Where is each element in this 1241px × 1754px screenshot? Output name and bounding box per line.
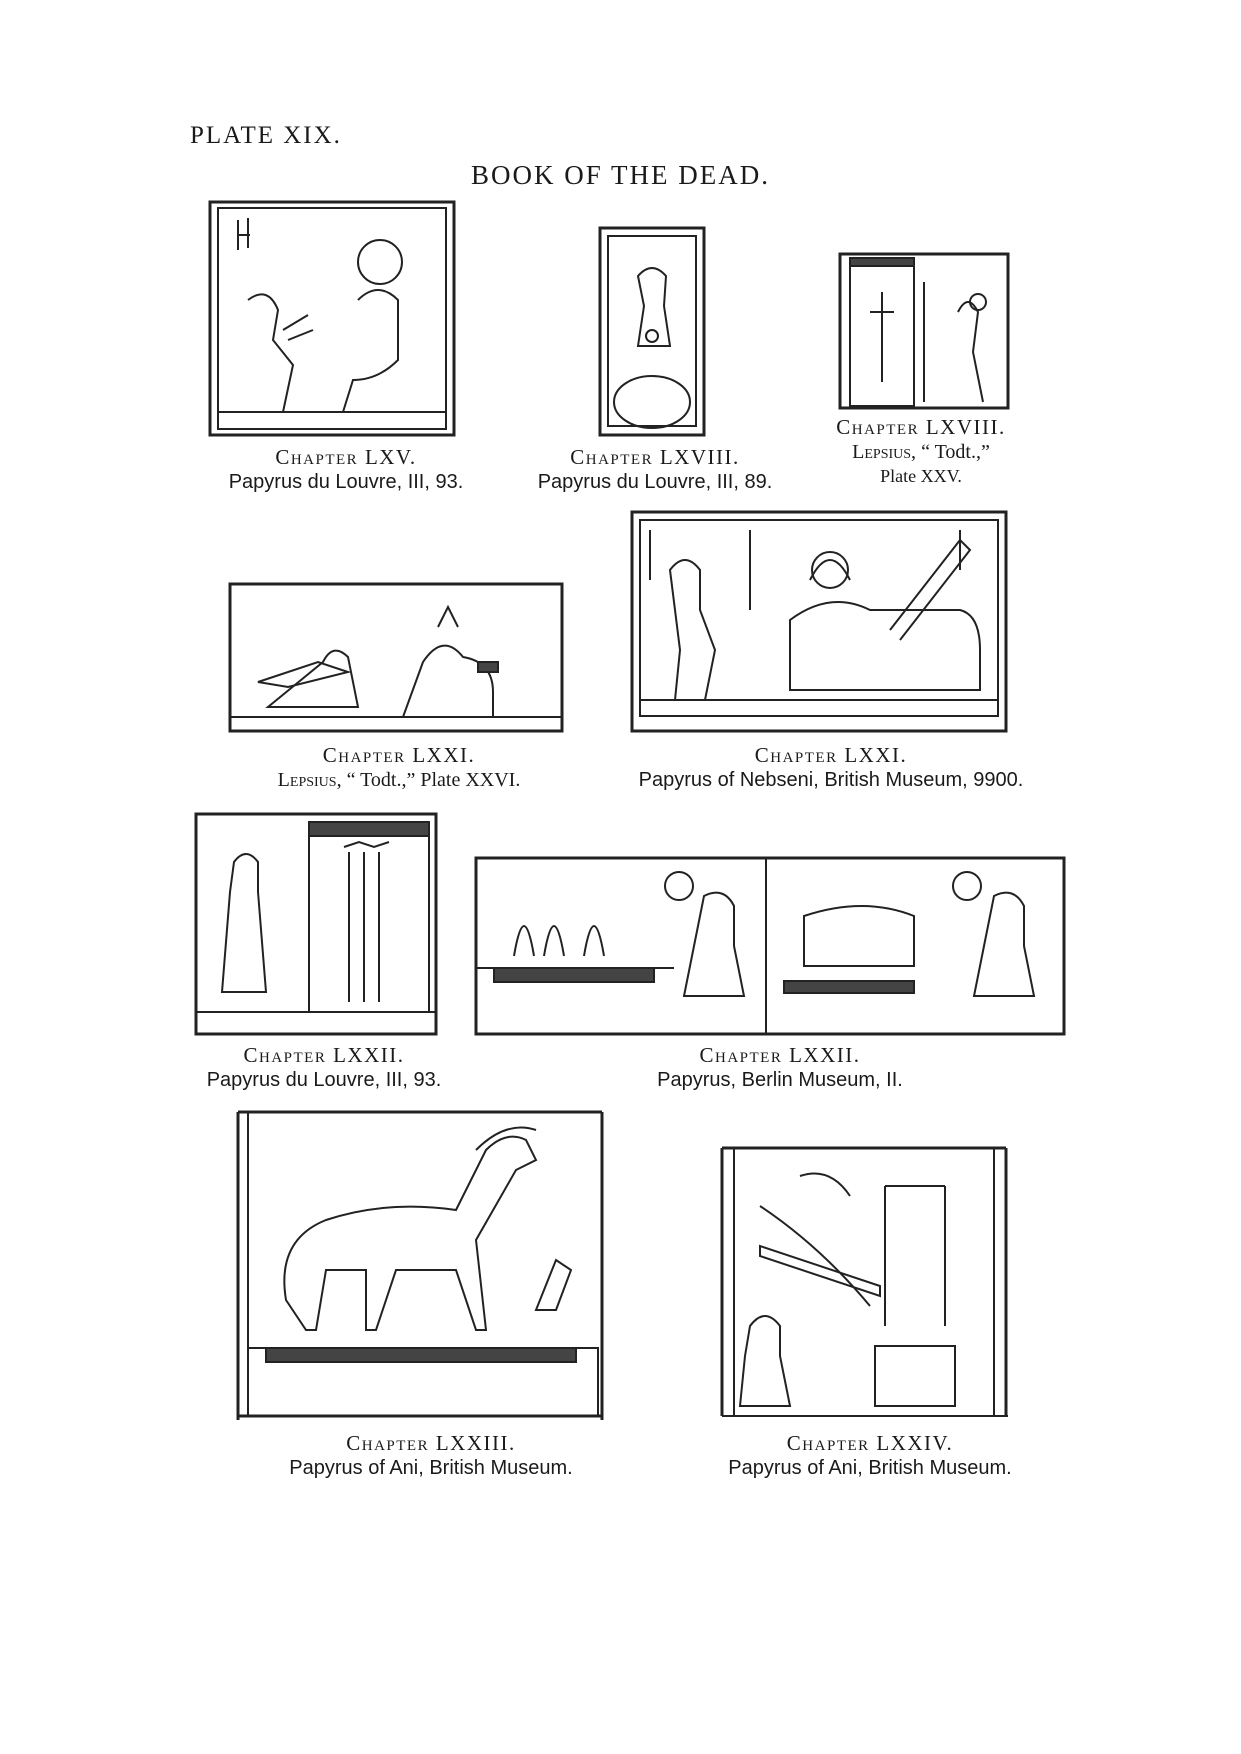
caption-source-author: Lepsius,: [852, 441, 917, 464]
caption-chapter-lxxiii: [236, 1430, 626, 1481]
caption-source: Papyrus du Louvre, III, 93.: [228, 471, 464, 494]
caption-source: [812, 440, 1030, 465]
caption-chapter-lxviii-lepsius: [812, 414, 1030, 488]
figure-chapter-lxxi-nebseni-illustration: [630, 510, 1008, 733]
caption-chapter-title: Chapter LXVIII.: [570, 445, 740, 469]
caption-chapter-lxxii-louvre: [180, 1042, 468, 1093]
plate-label: PLATE XIX.: [190, 122, 342, 149]
caption-source: Papyrus of Ani, British Museum.: [289, 1457, 573, 1480]
figure-chapter-lxxi-lepsius-illustration: [228, 582, 564, 733]
figure-chapter-lxviii-illustration: [598, 226, 706, 437]
caption-chapter-title: Chapter LXXII.: [699, 1043, 861, 1067]
caption-chapter-lxxi-nebseni: [596, 742, 1066, 793]
figure-chapter-lxxiv-illustration: [720, 1146, 1010, 1422]
caption-chapter-lxviii: [510, 444, 800, 495]
caption-source-work: “ Todt.,”: [921, 441, 990, 464]
page-title: BOOK OF THE DEAD.: [470, 160, 770, 190]
caption-chapter-lxxii-berlin: [600, 1042, 960, 1093]
figure-chapter-lxxii-louvre-illustration: [194, 812, 438, 1036]
caption-source: Papyrus of Nebseni, British Museum, 9900.: [638, 769, 1024, 792]
caption-source: Papyrus of Ani, British Museum.: [728, 1457, 1012, 1480]
caption-source-author: Lepsius,: [277, 769, 342, 792]
caption-chapter-title: Chapter LXVIII.: [836, 415, 1006, 439]
figure-chapter-lxv-illustration: [208, 200, 456, 437]
figure-chapter-lxxiii-illustration: [236, 1110, 604, 1422]
caption-chapter-title: Chapter LXXIV.: [786, 1431, 954, 1455]
caption-chapter-lxxiv: [680, 1430, 1060, 1481]
caption-chapter-title: Chapter LXXIII.: [346, 1431, 516, 1455]
caption-source: Papyrus du Louvre, III, 93.: [206, 1069, 442, 1092]
figure-chapter-lxxii-berlin-illustration: [474, 856, 1066, 1036]
caption-chapter-title: Chapter LXV.: [275, 445, 417, 469]
caption-source: Papyrus, Berlin Museum, II.: [657, 1069, 903, 1092]
caption-chapter-title: Chapter LXXII.: [243, 1043, 405, 1067]
caption-chapter-lxv: [208, 444, 484, 495]
caption-chapter-title: Chapter LXXI.: [754, 743, 908, 767]
caption-source: [222, 768, 576, 793]
caption-chapter-lxxi-lepsius: [222, 742, 576, 793]
caption-source: Papyrus du Louvre, III, 89.: [537, 471, 773, 494]
caption-source-plate: Plate XXV.: [880, 466, 962, 487]
caption-source-work: “ Todt.,” Plate XXVI.: [346, 769, 521, 792]
figure-chapter-lxviii-lepsius-illustration: [838, 252, 1010, 410]
caption-chapter-title: Chapter LXXI.: [322, 743, 476, 767]
